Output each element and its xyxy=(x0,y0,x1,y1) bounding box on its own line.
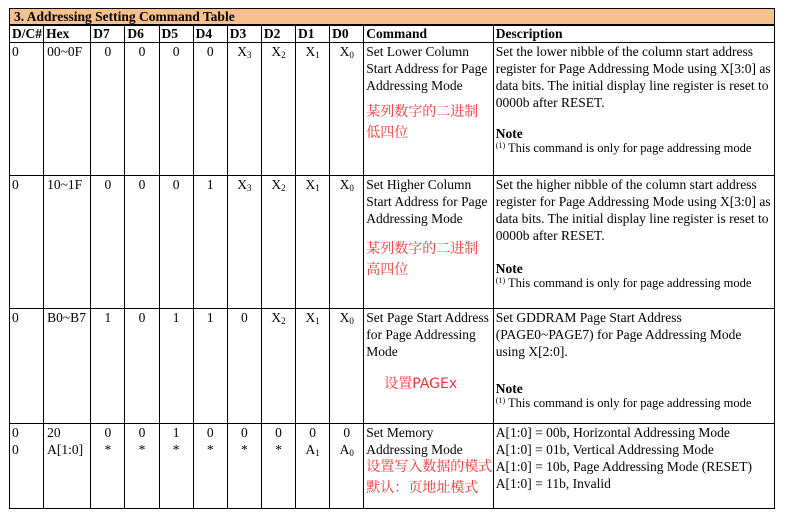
note-label: Note xyxy=(495,381,523,396)
bit-d0: $X_0$ xyxy=(330,43,364,176)
table-row xyxy=(10,424,775,509)
dc-cell: 0 xyxy=(10,176,44,309)
bit-d4: 1 xyxy=(193,176,227,309)
note-text: $^{(1)}$ This command is only for page addressing mode xyxy=(495,276,752,290)
note-label: Note xyxy=(495,261,523,276)
header-d5: D5 xyxy=(159,26,193,43)
bit-d6: 0 xyxy=(125,176,159,309)
bit-d0: $X_0$ xyxy=(330,176,364,309)
header-command: Command xyxy=(364,26,494,43)
bit-d7: 0 * xyxy=(91,424,125,509)
header-description: Description xyxy=(493,26,774,43)
bit-d5: 1 * xyxy=(159,424,193,509)
annotation-text-2: 默认：页地址模式 xyxy=(366,480,479,496)
bit-d4: 0 * xyxy=(193,424,227,509)
command-cell xyxy=(364,176,494,309)
annotation-text: 某列数字的二进制高四位 xyxy=(366,241,479,278)
hex-cell: 20 A[1:0] xyxy=(44,424,91,509)
header-hex: Hex xyxy=(44,26,91,43)
header-d7: D7 xyxy=(91,26,125,43)
bit-d1: $X_1$ xyxy=(296,43,330,176)
hex-cell: 10~1F xyxy=(44,176,91,309)
bit-d1: $X_1$ xyxy=(296,309,330,424)
bit-d2: $X_2$ xyxy=(261,43,295,176)
bit-d7: 1 xyxy=(91,309,125,424)
annotation-text: 设置PAGEx xyxy=(384,376,458,392)
header-dc: D/C# xyxy=(10,26,44,43)
dc-cell: 0 0 xyxy=(10,424,44,509)
bit-d7: 0 xyxy=(91,176,125,309)
header-d2: D2 xyxy=(261,26,295,43)
table-row xyxy=(10,43,775,176)
bit-d3: $X_3$ xyxy=(227,43,261,176)
command-text: Set Lower Column Start Address for Page Addressing Mode xyxy=(366,44,488,93)
desc-line: A[1:0] = 11b, Invalid xyxy=(495,476,611,491)
desc-line: A[1:0] = 01b, Vertical Addressing Mode xyxy=(495,442,714,457)
description-cell xyxy=(493,309,774,424)
command-cell xyxy=(364,43,494,176)
bit-d1: $X_1$ xyxy=(296,176,330,309)
annotation-text-1: 设置写入数据的模式 xyxy=(366,459,493,475)
table-row xyxy=(10,309,775,424)
description-text: Set GDDRAM Page Start Address (PAGE0~PAGE7) for Page Addressing Mode using X[2:0]. xyxy=(495,310,742,359)
command-cell xyxy=(364,424,494,509)
hex-cell: B0~B7 xyxy=(44,309,91,424)
bit-d4: 1 xyxy=(193,309,227,424)
bit-d6: 0 xyxy=(125,309,159,424)
command-text: Set Memory Addressing Mode xyxy=(366,425,463,457)
section-title: 3. Addressing Setting Command Table xyxy=(9,8,775,25)
description-cell xyxy=(493,176,774,309)
table-header-row xyxy=(10,26,775,43)
description-text: Set the higher nibble of the column start address register for Page Addressing Mode using X[3:0] as data bits. The initial display line register is reset to 0000b after RESET. xyxy=(495,177,771,243)
bit-d3: 0 xyxy=(227,309,261,424)
bit-d2: 0 * xyxy=(261,424,295,509)
table-row xyxy=(10,176,775,309)
bit-d2: $X_2$ xyxy=(261,309,295,424)
annotation-text: 某列数字的二进制低四位 xyxy=(366,104,479,141)
description-cell xyxy=(493,424,774,509)
bit-d5: 0 xyxy=(159,43,193,176)
desc-line: A[1:0] = 00b, Horizontal Addressing Mode xyxy=(495,425,730,440)
hex-cell: 00~0F xyxy=(44,43,91,176)
bit-d3: $X_3$ xyxy=(227,176,261,309)
header-d6: D6 xyxy=(125,26,159,43)
note-text: $^{(1)}$ This command is only for page addressing mode xyxy=(495,141,752,155)
command-cell xyxy=(364,309,494,424)
description-cell xyxy=(493,43,774,176)
description-text: Set the lower nibble of the column start address register for Page Addressing Mode using X[3:0] as data bits. The initial display line register is reset to 0000b after RESET. xyxy=(495,44,771,110)
bit-d0: $X_0$ xyxy=(330,309,364,424)
desc-line: A[1:0] = 10b, Page Addressing Mode (RESET) xyxy=(495,459,753,474)
note-text: $^{(1)}$ This command is only for page addressing mode xyxy=(495,396,752,410)
bit-d2: $X_2$ xyxy=(261,176,295,309)
bit-d7: 0 xyxy=(91,43,125,176)
note-label: Note xyxy=(495,126,523,141)
header-d0: D0 xyxy=(330,26,364,43)
dc-cell: 0 xyxy=(10,309,44,424)
header-d1: D1 xyxy=(296,26,330,43)
header-d3: D3 xyxy=(227,26,261,43)
command-table xyxy=(9,25,775,509)
bit-d3: 0 * xyxy=(227,424,261,509)
bit-d4: 0 xyxy=(193,43,227,176)
command-text: Set Page Start Address for Page Addressing Mode xyxy=(366,310,489,359)
command-text: Set Higher Column Start Address for Page Addressing Mode xyxy=(366,177,488,226)
header-d4: D4 xyxy=(193,26,227,43)
bit-d6: 0 * xyxy=(125,424,159,509)
bit-d6: 0 xyxy=(125,43,159,176)
bit-d1: 0 $A_1$ xyxy=(296,424,330,509)
dc-cell: 0 xyxy=(10,43,44,176)
bit-d5: 1 xyxy=(159,309,193,424)
bit-d5: 0 xyxy=(159,176,193,309)
bit-d0: 0 $A_0$ xyxy=(330,424,364,509)
